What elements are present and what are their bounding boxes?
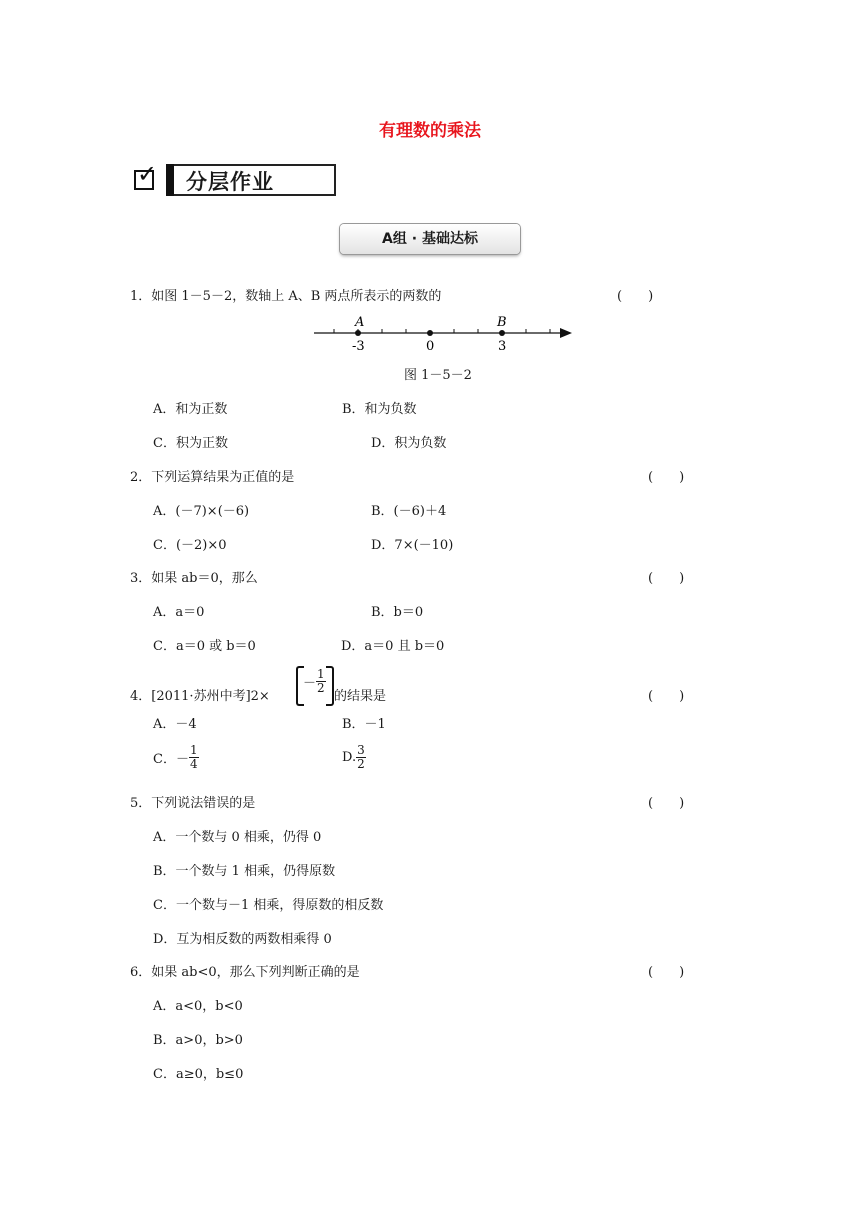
checkmark-icon: ✓	[137, 160, 158, 188]
point-b	[499, 330, 505, 336]
option: B．－1	[342, 717, 386, 732]
option: A．a＝0	[153, 605, 205, 620]
option: D．积为负数	[371, 436, 447, 451]
question-6	[130, 961, 360, 980]
answer-paren: ( )	[648, 689, 685, 704]
question-stem: 如果 ab<0，那么下列判断正确的是	[151, 965, 360, 980]
option: B．a>0，b>0	[153, 1033, 243, 1048]
option: B．(－6)＋4	[371, 504, 447, 519]
option: C．(－2)×0	[153, 538, 227, 553]
fraction-numerator: 1	[317, 667, 325, 681]
question-number: 5．	[130, 796, 152, 811]
arrow-head-icon	[560, 328, 572, 338]
point-a	[355, 330, 361, 336]
question-2	[130, 466, 294, 485]
option-c-fraction	[153, 744, 199, 771]
fraction	[189, 744, 199, 771]
fraction-numerator: 3	[357, 743, 365, 757]
figure-caption: 图 1－5－2	[404, 368, 472, 383]
fraction	[316, 668, 326, 695]
question-number: 3．	[130, 571, 152, 586]
question-stem-suffix: 的结果是	[334, 689, 387, 704]
question-number: 1．	[130, 289, 152, 304]
tick-marks	[334, 329, 550, 333]
question-number: 4．	[130, 689, 152, 704]
fraction-sign: －	[175, 752, 189, 767]
fraction-denominator: 2	[317, 681, 325, 695]
question-stem: 如果 ab＝0，那么	[151, 571, 258, 586]
section-title: 分层作业	[186, 170, 274, 194]
option: B．一个数与 1 相乘，仍得原数	[153, 864, 336, 879]
option: C．一个数与－1 相乘，得原数的相反数	[153, 898, 384, 913]
option: B．和为负数	[342, 402, 417, 417]
number-line-figure	[310, 314, 575, 356]
option: C．a≥0，b≤0	[153, 1067, 244, 1082]
option-label: D.	[342, 750, 357, 765]
option-label: C．	[153, 752, 176, 767]
question-number: 6．	[130, 965, 152, 980]
question-stem-prefix: [2011·苏州中考]2×	[151, 689, 270, 704]
question-1	[130, 285, 441, 304]
point-label-a: A	[355, 315, 365, 330]
page-title: 有理数的乘法	[379, 121, 481, 141]
point-origin	[427, 330, 433, 336]
option: B．b＝0	[371, 605, 424, 620]
section-header-bar	[166, 164, 174, 196]
group-badge: A组 · 基础达标	[340, 224, 520, 254]
fraction-denominator: 2	[357, 757, 365, 771]
question-3	[130, 567, 258, 586]
answer-paren: ( )	[648, 470, 685, 485]
question-stem: 如图 1－5－2，数轴上 A、B 两点所表示的两数的	[151, 289, 442, 304]
fraction-expression	[303, 668, 326, 695]
option: D．a＝0 且 b＝0	[341, 639, 445, 654]
tick-label: 3	[498, 339, 507, 354]
tick-label: 0	[426, 339, 435, 354]
option: A．(－7)×(－6)	[153, 504, 250, 519]
option: A．和为正数	[153, 402, 228, 417]
question-stem: 下列说法错误的是	[151, 796, 256, 811]
question-stem: 下列运算结果为正值的是	[151, 470, 295, 485]
option: D．7×(－10)	[371, 538, 454, 553]
right-bracket	[326, 666, 334, 706]
fraction	[356, 744, 366, 771]
option: A．－4	[153, 717, 197, 732]
option: A．a<0，b<0	[153, 999, 243, 1014]
point-label-b: B	[497, 315, 507, 330]
question-5	[130, 792, 255, 811]
fraction-numerator: 1	[189, 743, 198, 757]
option: C．a＝0 或 b＝0	[153, 639, 256, 654]
question-4-prefix	[130, 685, 270, 704]
fraction-sign: －	[303, 676, 317, 691]
answer-paren: ( )	[617, 289, 654, 304]
question-number: 2．	[130, 470, 152, 485]
option: D．互为相反数的两数相乘得 0	[153, 932, 332, 947]
answer-paren: ( )	[648, 965, 685, 980]
fraction-denominator: 4	[189, 757, 198, 771]
tick-label: -3	[352, 339, 365, 354]
option: C．积为正数	[153, 436, 228, 451]
option: A．一个数与 0 相乘，仍得 0	[153, 830, 322, 845]
option-d-fraction	[342, 744, 366, 771]
answer-paren: ( )	[648, 571, 685, 586]
answer-paren: ( )	[648, 796, 685, 811]
